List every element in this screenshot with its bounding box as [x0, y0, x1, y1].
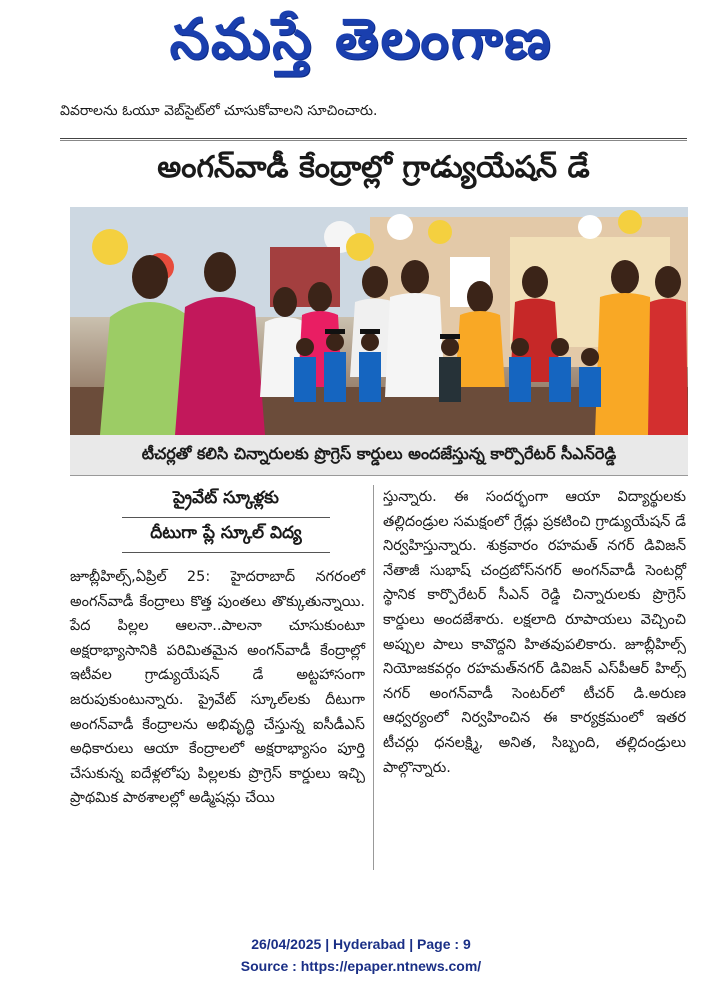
masthead	[0, 0, 722, 92]
classroom-photo-illustration	[70, 207, 688, 435]
body-paragraph-left: జూబ్లీహిల్స్,ఏప్రిల్ 25: హైదరాబాద్ నగరంలో అంగన్‌వాడీ కేంద్రాలు కొత్త పుంతలు తొక్కుతున్నాయి. పేద పిల్లల ఆలనా..పాలనా చూసుకుంటూ అక్షరాభ్యాసానికి పరిమితమైన అంగన్‌వాడీ కేంద్రాల్లో ఇటీవల గ్రాడ్యుయేషన్ డే అట్టహాసంగా జరుపుకుంటున్నారు. ప్రైవేట్ స్కూల్‌లకు దీటుగా అంగన్‌వాడీ కేంద్రాలను అభివృద్ధి చేస్తున్న ఐసీడీఎస్ అధికారులు ఆయా కేంద్రాలలో అక్షరాభ్యాసం పూర్తి చేసుకున్న ఐదేళ్లలోపు పిల్లలకు ప్రొగ్రెస్ కార్డులు ఇచ్చి ప్రాథమిక పాఠశాలల్లో అడ్మిషన్లు చేయి	[70, 569, 365, 807]
article-body-right-column	[383, 485, 686, 780]
column-divider	[373, 485, 374, 870]
photo-caption: టీచర్లతో కలిసి చిన్నారులకు ప్రొగ్రెస్ కార్డులు అందజేస్తున్న కార్పొరేటర్ సీఎన్‌రెడ్డి	[70, 435, 688, 476]
source-link[interactable]: Source : https://epaper.ntnews.com/	[240, 958, 482, 974]
newspaper-title: నమస్తే తెలంగాణ	[169, 6, 553, 72]
divider-rule	[60, 138, 687, 139]
article-subheadline	[122, 483, 330, 553]
previous-story-lead-line: వివరాలను ఓయూ వెబ్‌సైట్‌లో చూసుకోవాలని సూచించారు.	[60, 103, 378, 119]
edition-date-page: 26/04/2025 | Hyderabad | Page : 9	[251, 936, 471, 952]
subheadline-line-1: ప్రైవేట్ స్కూళ్లకు	[122, 483, 330, 518]
divider-rule	[60, 140, 687, 141]
article-photo	[70, 207, 688, 435]
subheadline-line-2: దీటుగా ప్లే స్కూల్ విద్య	[122, 518, 330, 553]
article-headline: అంగన్‌వాడీ కేంద్రాల్లో గ్రాడ్యుయేషన్ డే	[157, 150, 590, 185]
article-body-left-column	[70, 565, 365, 811]
body-paragraph-right: స్తున్నారు. ఈ సందర్భంగా ఆయా విద్యార్థులకు తల్లిదండ్రుల సమక్షంలో గ్రేడ్లు ప్రకటించి గ్రాడ్యుయేషన్ డే నిర్వహిస్తున్నారు. శుక్రవారం రహమత్ నగర్ డివిజన్ నేతాజీ సుభాష్ చంద్రబోస్‌నగర్ అంగన్‌వాడీ సెంటర్లో స్థానిక కార్పొరేటర్ సీఎన్ రెడ్డి చిన్నారులకు ప్రొగ్రెస్ కార్డులు అందజేశారు. లక్షలాది రూపాయలు వెచ్చించి అప్పుల పాలు కావొద్దని హితవుపలికారు. జూబ్లీహిల్స్ నియోజకవర్గం రహమత్‌నగర్ డివిజన్ ఎస్‌పీఆర్ హిల్స్ నగర్ అంగన్‌వాడీ సెంటర్‌లో టీచర్ డి.అరుణ ఆధ్వర్యంలో నిర్వహించిన ఈ కార్యక్రమంలో ఇతర టీచర్లు ధనలక్ష్మి, అనిత, సిబ్బంది, తల్లిదండ్రులు పాల్గొన్నారు.	[383, 489, 686, 776]
